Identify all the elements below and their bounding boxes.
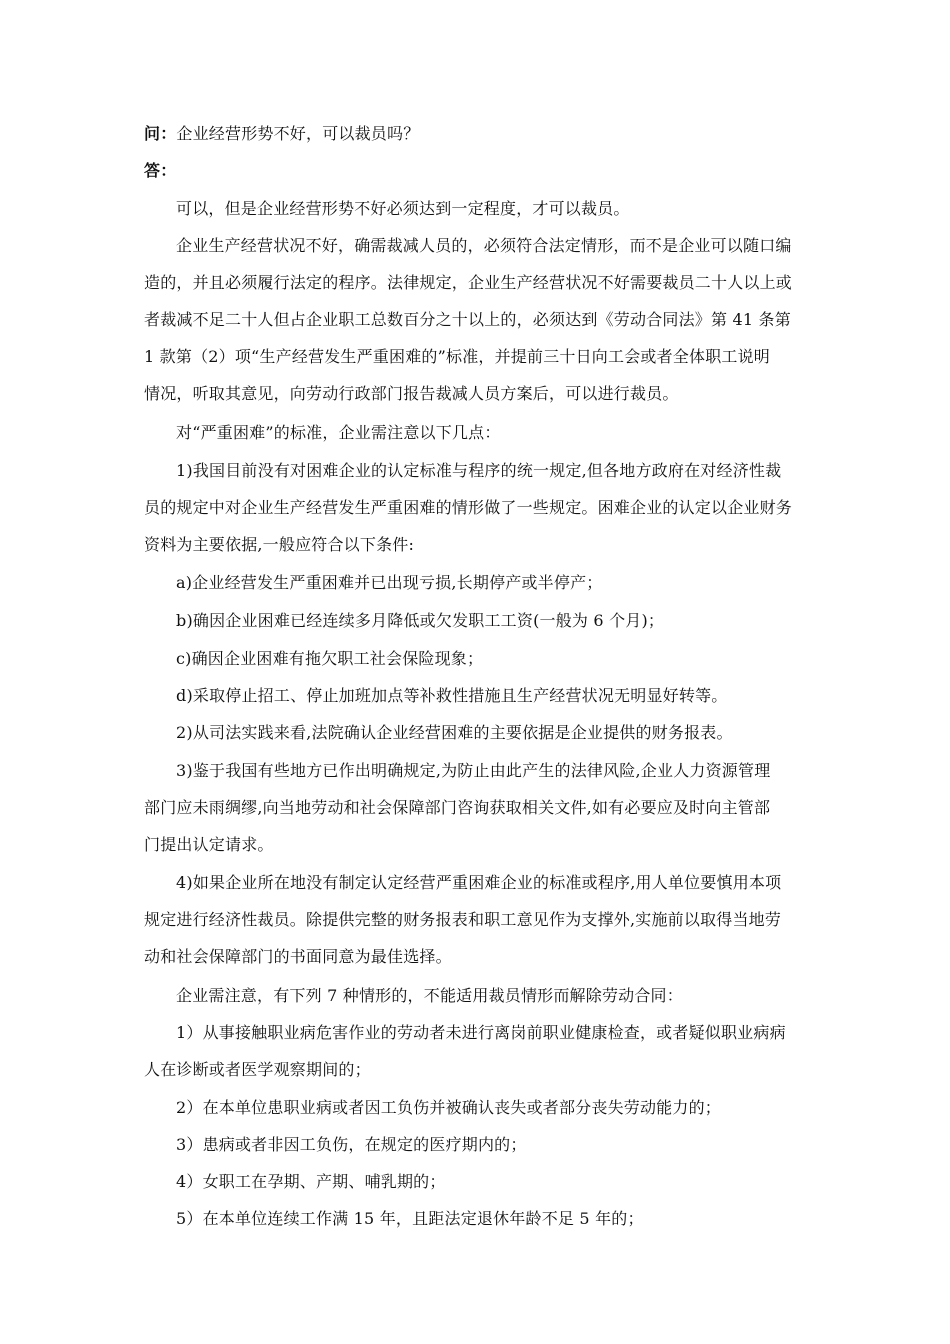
answer-label: 答： — [144, 161, 177, 180]
list-item: 2）在本单位患职业病或者因工负伤并被确认丧失或者部分丧失劳动能力的； — [176, 1098, 721, 1117]
question-line — [144, 123, 814, 145]
question-text: 企业经营形势不好，可以裁员吗？ — [176, 124, 420, 143]
list-item: 1）从事接触职业病危害作业的劳动者未进行离岗前职业健康检查，或者疑似职业病病 — [176, 1023, 786, 1042]
list-item-continued: 动和社会保障部门的书面同意为最佳选择。 — [144, 947, 452, 966]
paragraph-line: 情况，听取其意见，向劳动行政部门报告裁减人员方案后，可以进行裁员。 — [144, 384, 679, 403]
list-item-continued: 人在诊断或者医学观察期间的； — [144, 1060, 371, 1079]
list-item: 4）女职工在孕期、产期、哺乳期的； — [176, 1172, 446, 1191]
list-item-continued: 规定进行经济性裁员。除提供完整的财务报表和职工意见作为支撑外,实施前以取得当地劳 — [144, 910, 782, 929]
list-item-continued: 门提出认定请求。 — [144, 835, 274, 854]
paragraph-line: 造的，并且必须履行法定的程序。法律规定，企业生产经营状况不好需要裁员二十人以上或 — [144, 273, 793, 292]
list-item: 5）在本单位连续工作满 15 年，且距法定退休年龄不足 5 年的； — [176, 1209, 644, 1228]
paragraph-line: 企业生产经营状况不好，确需裁减人员的，必须符合法定情形，而不是企业可以随口编 — [176, 236, 792, 255]
question-label: 问： — [144, 124, 177, 143]
sub-item: d)采取停止招工、停止加班加点等补救性措施且生产经营状况无明显好转等。 — [176, 686, 728, 705]
paragraph-line: 1 款第（2）项“生产经营发生严重困难的”标准，并提前三十日向工会或者全体职工说明 — [144, 347, 771, 366]
list-item-continued: 资料为主要依据,一般应符合以下条件: — [144, 535, 415, 554]
list-item: 3）患病或者非因工负伤，在规定的医疗期内的； — [176, 1135, 527, 1154]
section-intro: 企业需注意，有下列 7 种情形的，不能适用裁员情形而解除劳动合同： — [176, 986, 683, 1005]
sub-item: b)确因企业困难已经连续多月降低或欠发职工工资(一般为 6 个月)； — [176, 611, 665, 630]
list-item-continued: 员的规定中对企业生产经营发生严重困难的情形做了一些规定。困难企业的认定以企业财务 — [144, 498, 793, 517]
list-item: 2)从司法实践来看,法院确认企业经营困难的主要依据是企业提供的财务报表。 — [176, 723, 733, 742]
sub-item: c)确因企业困难有拖欠职工社会保险现象； — [176, 649, 484, 668]
list-item: 4)如果企业所在地没有制定认定经营严重困难企业的标准或程序,用人单位要慎用本项 — [176, 873, 782, 892]
section-intro: 对“严重困难”的标准，企业需注意以下几点： — [176, 423, 501, 442]
list-item: 1)我国目前没有对困难企业的认定标准与程序的统一规定,但各地方政府在对经济性裁 — [176, 461, 782, 480]
list-item-continued: 部门应未雨绸缪,向当地劳动和社会保障部门咨询获取相关文件,如有必要应及时向主管部 — [144, 798, 771, 817]
paragraph-line: 者裁减不足二十人但占企业职工总数百分之十以上的，必须达到《劳动合同法》第 41 条第 — [144, 310, 791, 329]
answer-summary: 可以，但是企业经营形势不好必须达到一定程度，才可以裁员。 — [176, 199, 630, 218]
list-item: 3)鉴于我国有些地方已作出明确规定,为防止由此产生的法律风险,企业人力资源管理 — [176, 761, 771, 780]
sub-item: a)企业经营发生严重困难并已出现亏损,长期停产或半停产； — [176, 573, 603, 592]
